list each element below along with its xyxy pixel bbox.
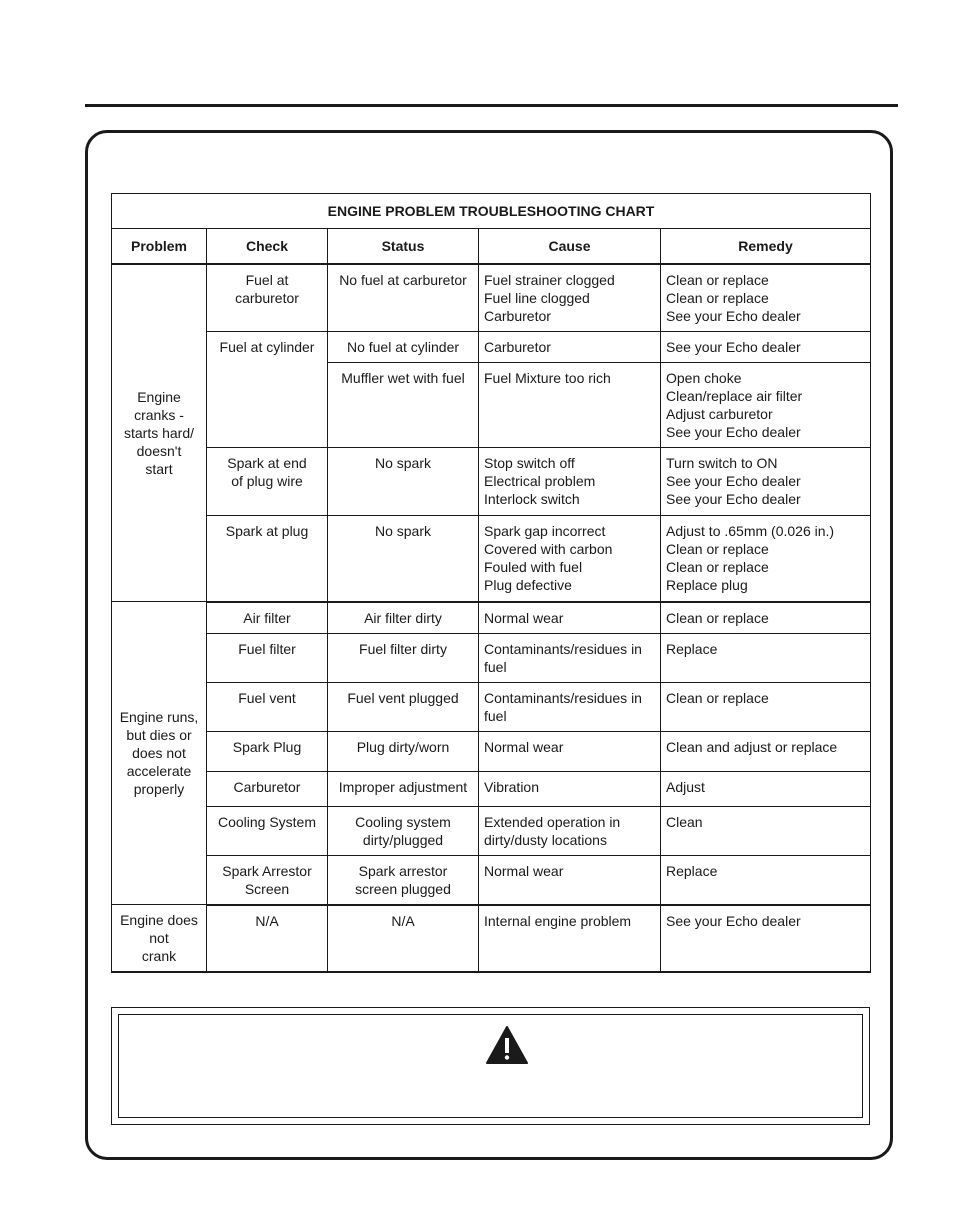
cell-line: No spark	[374, 455, 432, 471]
cell-line: Carburetor	[233, 778, 301, 795]
remedy-cell	[661, 731, 871, 771]
table-row	[112, 633, 871, 682]
problem-line: cranks -	[134, 407, 184, 423]
cause-cell	[479, 731, 661, 771]
table-row	[112, 516, 871, 602]
cell-line: Fuel at cylinder	[219, 339, 315, 355]
cell-line: not	[149, 930, 169, 946]
chart-body	[112, 264, 871, 972]
cell-line: Clean or replace	[666, 290, 769, 306]
cell-line: Fuel filter dirty	[359, 640, 447, 657]
cell-line: Interlock switch	[484, 491, 580, 507]
cell-line: Fuel vent	[238, 689, 296, 706]
cell-line: Fuel strainer clogged	[484, 272, 615, 288]
cell-line: Normal wear	[484, 862, 564, 879]
table-row	[112, 905, 871, 973]
cell-line: carburetor	[235, 290, 299, 306]
status-cell	[328, 633, 479, 682]
cell-line: Fuel at	[245, 272, 289, 288]
cell-line: Cooling system	[355, 813, 451, 830]
status-cell	[328, 806, 479, 855]
status-cell	[328, 363, 479, 448]
cause-cell	[479, 264, 661, 332]
cell-line: Fouled with fuel	[484, 559, 583, 575]
cell-line: of plug wire	[231, 473, 303, 489]
remedy-cell	[661, 905, 871, 973]
cell-line: fuel	[484, 658, 507, 675]
cell-line: See your Echo dealer	[666, 308, 801, 324]
status-cell	[328, 448, 479, 516]
check-cell	[207, 682, 328, 731]
problem-cell	[112, 905, 207, 973]
status-cell	[328, 264, 479, 332]
cell-line: Vibration	[484, 778, 540, 795]
cell-line: fuel	[484, 707, 507, 724]
remedy-cell	[661, 264, 871, 332]
check-cell	[207, 905, 328, 973]
cell-line: Contaminants/residues in	[484, 640, 642, 657]
cell-line: Clean or replace	[666, 689, 769, 706]
cell-line: See your Echo dealer	[666, 424, 801, 440]
remedy-cell	[661, 448, 871, 516]
cell-line: Normal wear	[484, 609, 564, 626]
table-row	[112, 448, 871, 516]
cause-cell	[479, 516, 661, 602]
table-row	[112, 264, 871, 332]
cell-line: N/A	[255, 912, 279, 929]
cell-line: Adjust to .65mm (0.026 in.)	[666, 523, 835, 539]
table-row	[112, 731, 871, 771]
cell-line: Air filter	[243, 609, 291, 626]
problem-cell	[112, 264, 207, 602]
cell-line: Clean or replace	[666, 272, 769, 288]
cause-cell	[479, 332, 661, 363]
cell-line: Carburetor	[484, 339, 551, 355]
problem-line: Engine	[137, 389, 181, 405]
cell-line: Clean or replace	[666, 541, 769, 557]
remedy-cell	[661, 332, 871, 363]
remedy-cell	[661, 633, 871, 682]
cell-line: See your Echo dealer	[666, 339, 801, 355]
cell-line: No fuel at carburetor	[339, 272, 467, 288]
table-row	[112, 682, 871, 731]
problem-line: accelerate	[126, 763, 192, 779]
check-cell	[207, 806, 328, 855]
cell-line: Spark Arrestor	[222, 862, 312, 879]
cell-line: Internal engine problem	[484, 912, 632, 929]
cell-line: Adjust carburetor	[666, 406, 773, 422]
cell-line: screen plugged	[355, 880, 451, 897]
problem-line: but dies or	[126, 727, 192, 743]
status-cell	[328, 682, 479, 731]
cell-line: Improper adjustment	[338, 778, 468, 795]
status-cell	[328, 731, 479, 771]
cause-cell	[479, 905, 661, 973]
check-cell	[207, 332, 328, 448]
warning-box	[111, 1007, 870, 1125]
cell-line: Replace plug	[666, 577, 748, 593]
header-cause: Cause	[479, 229, 661, 265]
cell-line: Air filter dirty	[364, 609, 442, 626]
check-cell	[207, 448, 328, 516]
cell-line: Screen	[244, 880, 290, 897]
check-cell	[207, 771, 328, 806]
cell-line: No spark	[374, 523, 432, 539]
cell-line: Turn switch to ON	[666, 455, 778, 471]
cell-line: Fuel line clogged	[484, 290, 590, 306]
status-cell	[328, 602, 479, 634]
cell-line: Carburetor	[484, 308, 551, 324]
cell-line: Spark at plug	[225, 523, 309, 539]
cell-line: Open choke	[666, 370, 742, 386]
table-row	[112, 806, 871, 855]
cell-line: Contaminants/residues in	[484, 689, 642, 706]
cell-line: See your Echo dealer	[666, 473, 801, 489]
table-row	[112, 771, 871, 806]
cell-line: Plug defective	[484, 577, 572, 593]
remedy-cell	[661, 516, 871, 602]
cell-line: Spark gap incorrect	[484, 523, 606, 539]
problem-line: Engine runs,	[119, 709, 199, 725]
check-cell	[207, 516, 328, 602]
problem-cell	[112, 602, 207, 905]
remedy-cell	[661, 771, 871, 806]
cell-line: See your Echo dealer	[666, 912, 801, 929]
status-cell	[328, 332, 479, 363]
cell-line: Covered with carbon	[484, 541, 613, 557]
problem-line: does not	[132, 745, 186, 761]
cell-line: Stop switch off	[484, 455, 575, 471]
cell-line: Clean and adjust or replace	[666, 738, 838, 755]
check-cell	[207, 855, 328, 905]
problem-line: start	[145, 461, 173, 477]
cause-cell	[479, 771, 661, 806]
cell-line: No fuel at cylinder	[346, 339, 460, 355]
table-row	[112, 602, 871, 634]
cell-line: N/A	[391, 912, 415, 929]
cell-line: Spark at end	[227, 455, 307, 471]
cell-line: Spark Plug	[232, 738, 302, 755]
cell-line: Clean or replace	[666, 609, 769, 626]
check-cell	[207, 633, 328, 682]
remedy-cell	[661, 602, 871, 634]
cause-cell	[479, 602, 661, 634]
cause-cell	[479, 633, 661, 682]
remedy-cell	[661, 855, 871, 905]
top-rule	[85, 104, 898, 107]
status-cell	[328, 855, 479, 905]
cell-line: dirty/dusty locations	[484, 831, 607, 848]
cell-line: Extended operation in	[484, 813, 621, 830]
cell-line: Clean or replace	[666, 559, 769, 575]
cell-line: Fuel Mixture too rich	[484, 370, 611, 386]
status-cell	[328, 905, 479, 973]
cell-line: Electrical problem	[484, 473, 596, 489]
cell-line: Clean	[666, 813, 703, 830]
cell-line: Clean/replace air filter	[666, 388, 803, 404]
cell-line: Muffler wet with fuel	[341, 370, 465, 386]
cause-cell	[479, 448, 661, 516]
troubleshooting-chart	[111, 193, 871, 973]
cause-cell	[479, 682, 661, 731]
check-cell	[207, 264, 328, 332]
status-cell	[328, 771, 479, 806]
cell-line: crank	[141, 948, 177, 964]
cell-line: Fuel filter	[238, 640, 296, 657]
header-problem: Problem	[112, 229, 207, 265]
cause-cell	[479, 806, 661, 855]
header-status: Status	[328, 229, 479, 265]
cell-line: Fuel vent plugged	[347, 689, 459, 706]
cell-line: Normal wear	[484, 738, 564, 755]
warning-triangle-icon	[485, 1025, 529, 1065]
header-remedy: Remedy	[661, 229, 871, 265]
remedy-cell	[661, 806, 871, 855]
cell-line: Spark arrestor	[358, 862, 448, 879]
cause-cell	[479, 363, 661, 448]
cell-line: Replace	[666, 862, 718, 879]
table-row	[112, 332, 871, 363]
remedy-cell	[661, 682, 871, 731]
check-cell	[207, 731, 328, 771]
status-cell	[328, 516, 479, 602]
cell-line: Adjust	[666, 778, 705, 795]
problem-line: properly	[133, 781, 185, 797]
problem-line: doesn't	[136, 443, 182, 459]
cause-cell	[479, 855, 661, 905]
cell-line: Cooling System	[217, 813, 317, 830]
remedy-cell	[661, 363, 871, 448]
check-cell	[207, 602, 328, 634]
cell-line: Plug dirty/worn	[356, 738, 450, 755]
table-row	[112, 855, 871, 905]
chart-title: ENGINE PROBLEM TROUBLESHOOTING CHART	[112, 194, 871, 229]
cell-line: See your Echo dealer	[666, 491, 801, 507]
cell-line: Replace	[666, 640, 718, 657]
warning-box-inner	[118, 1014, 863, 1118]
cell-line: Engine does	[120, 912, 198, 928]
header-check: Check	[207, 229, 328, 265]
cell-line: dirty/plugged	[362, 831, 444, 848]
problem-line: starts hard/	[123, 425, 195, 441]
